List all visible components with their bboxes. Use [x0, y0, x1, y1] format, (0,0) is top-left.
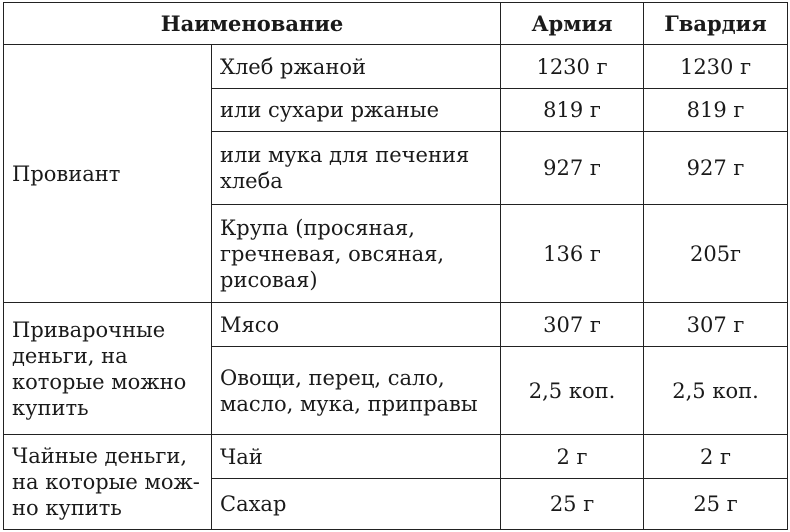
item-cell: или сухари ржаные [212, 89, 501, 132]
army-value: 25 г [501, 479, 644, 530]
table-row [4, 435, 788, 479]
group-label-provisions: Провиант [4, 45, 212, 303]
ration-table [3, 2, 788, 530]
item-cell: Чай [212, 435, 501, 479]
guard-value: 1230 г [644, 45, 788, 89]
army-value: 136 г [501, 205, 644, 303]
army-value: 1230 г [501, 45, 644, 89]
item-cell: Сахар [212, 479, 501, 530]
guard-value: 2 г [644, 435, 788, 479]
army-value: 2,5 коп. [501, 347, 644, 435]
header-row [4, 3, 788, 45]
item-cell: Хлеб ржаной [212, 45, 501, 89]
army-value: 927 г [501, 132, 644, 205]
guard-value: 819 г [644, 89, 788, 132]
army-value: 2 г [501, 435, 644, 479]
table-row [4, 45, 788, 89]
group-label-tea-money: Чайные деньги, на которые мож-но купить [4, 435, 212, 530]
army-value: 819 г [501, 89, 644, 132]
table-row [4, 303, 788, 347]
army-value: 307 г [501, 303, 644, 347]
header-army: Армия [501, 3, 644, 45]
guard-value: 2,5 коп. [644, 347, 788, 435]
guard-value: 205г [644, 205, 788, 303]
group-label-cooking-money: Приварочные деньги, на которые можно купить [4, 303, 212, 435]
item-cell: Овощи, перец, сало, масло, мука, приправы [212, 347, 501, 435]
guard-value: 25 г [644, 479, 788, 530]
guard-value: 927 г [644, 132, 788, 205]
header-guard: Гвардия [644, 3, 788, 45]
item-cell: Мясо [212, 303, 501, 347]
item-cell: или мука для печения хлеба [212, 132, 501, 205]
item-cell: Крупа (просяная, гречневая, овсяная, рисовая) [212, 205, 501, 303]
header-name: Наименование [4, 3, 501, 45]
guard-value: 307 г [644, 303, 788, 347]
